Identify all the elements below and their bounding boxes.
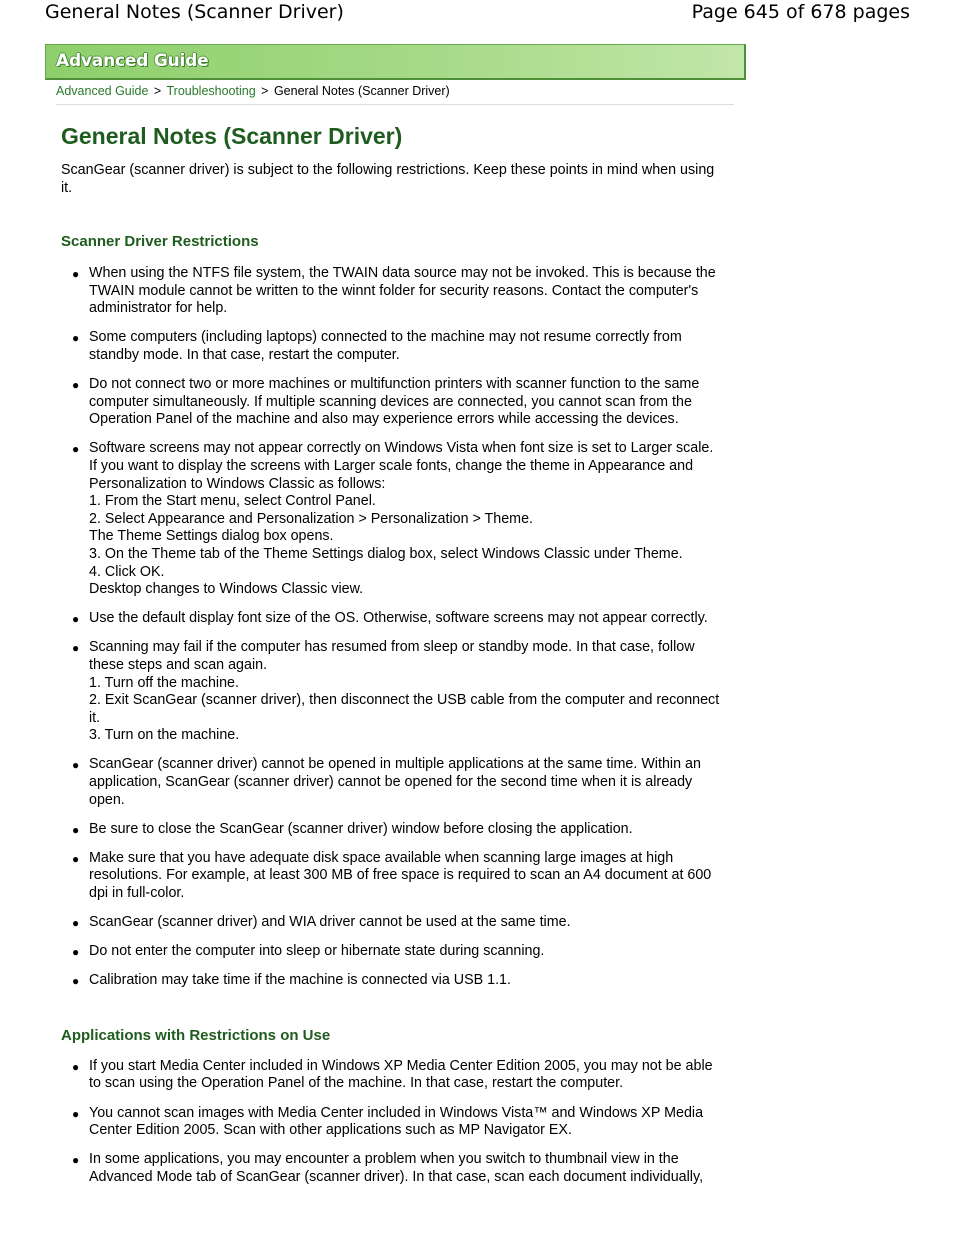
header-page-number: Page 645 of 678 pages bbox=[691, 1, 910, 23]
list-item-text: 1. From the Start menu, select Control Panel. bbox=[89, 493, 376, 510]
list-item bbox=[61, 610, 725, 628]
bullet-icon: ● bbox=[72, 267, 80, 282]
list-item-text: Do not enter the computer into sleep or hibernate state during scanning. bbox=[89, 943, 545, 960]
bullet-icon: ● bbox=[72, 916, 80, 931]
breadcrumb-current: General Notes (Scanner Driver) bbox=[273, 84, 450, 98]
breadcrumb-separator: > bbox=[153, 84, 162, 98]
list-item-text: Some computers (including laptops) connected to the machine may not resume correctly from standby mode. In that case, restart the computer. bbox=[89, 329, 682, 364]
list-item-text: 2. Exit ScanGear (scanner driver), then disconnect the USB cable from the computer and reconnect it. bbox=[89, 692, 720, 726]
applications-restrictions-list bbox=[61, 1058, 725, 1187]
list-item-text: In some applications, you may encounter a problem when you switch to thumbnail view in the Advanced Mode tab of ScanGear (scanner driver). In that case, scan each document individually, bbox=[89, 1151, 704, 1185]
list-item-text: Desktop changes to Windows Classic view. bbox=[89, 581, 364, 598]
section-heading-scanner-driver-restrictions: Scanner Driver Restrictions bbox=[61, 233, 259, 251]
list-item bbox=[61, 639, 725, 745]
bullet-icon: ● bbox=[72, 641, 80, 656]
list-item-text: ScanGear (scanner driver) and WIA driver cannot be used at the same time. bbox=[89, 914, 571, 931]
breadcrumb-link-advanced-guide[interactable]: Advanced Guide bbox=[56, 84, 149, 98]
bullet-icon: ● bbox=[72, 1059, 80, 1074]
advanced-guide-banner bbox=[45, 44, 746, 80]
list-item-text: Scanning may fail if the computer has resumed from sleep or standby mode. In that case, follow these steps and scan again. bbox=[89, 639, 695, 673]
list-item bbox=[61, 821, 725, 839]
list-item bbox=[61, 1105, 725, 1140]
breadcrumb bbox=[56, 83, 734, 105]
list-item-text: The Theme Settings dialog box opens. bbox=[89, 528, 334, 545]
page-header bbox=[45, 0, 910, 26]
bullet-icon: ● bbox=[72, 331, 80, 346]
bullet-icon: ● bbox=[72, 442, 80, 457]
list-item-text: 3. On the Theme tab of the Theme Settings dialog box, select Windows Classic under Theme. bbox=[89, 546, 683, 562]
list-item bbox=[61, 972, 725, 990]
bullet-icon: ● bbox=[72, 851, 80, 866]
list-item-text: 3. Turn on the machine. bbox=[89, 727, 240, 744]
bullet-icon: ● bbox=[72, 378, 80, 393]
page-title: General Notes (Scanner Driver) bbox=[61, 123, 403, 149]
list-item-text: Do not connect two or more machines or multifunction printers with scanner function to the same computer simultaneously. If multiple scanning devices are connected, you cannot scan from the Operation Panel of the machine and also may experience errors while accessing the devices. bbox=[89, 376, 700, 428]
intro-paragraph: ScanGear (scanner driver) is subject to the following restrictions. Keep these points in mind when using it. bbox=[61, 162, 715, 196]
list-item bbox=[61, 265, 725, 318]
list-item bbox=[61, 850, 725, 903]
list-item-text: 2. Select Appearance and Personalization > Personalization > Theme. bbox=[89, 510, 534, 527]
main-content bbox=[61, 118, 725, 1198]
list-item bbox=[61, 1058, 725, 1093]
list-item-text: Calibration may take time if the machine is connected via USB 1.1. bbox=[89, 972, 511, 989]
bullet-icon: ● bbox=[72, 945, 80, 960]
list-item-text: Be sure to close the ScanGear (scanner driver) window before closing the application. bbox=[89, 820, 633, 837]
list-item bbox=[61, 943, 725, 961]
list-item bbox=[61, 1151, 725, 1186]
header-document-title: General Notes (Scanner Driver) bbox=[45, 1, 344, 23]
list-item bbox=[61, 329, 725, 364]
banner-title: Advanced Guide bbox=[56, 51, 209, 71]
list-item-text: You cannot scan images with Media Center included in Windows Vista™ and Windows XP Media Center Edition 2005. Scan with other applications such as MP Navigator EX. bbox=[89, 1104, 704, 1139]
list-item bbox=[61, 914, 725, 932]
bullet-icon: ● bbox=[72, 1106, 80, 1121]
list-item-text: 1. Turn off the machine. bbox=[89, 674, 239, 691]
bullet-icon: ● bbox=[72, 1153, 80, 1168]
list-item-text: If you start Media Center included in Windows XP Media Center Edition 2005, you may not be able to scan using the Operation Panel of the machine. In that case, restart the computer. bbox=[89, 1057, 713, 1092]
breadcrumb-link-troubleshooting[interactable]: Troubleshooting bbox=[166, 84, 256, 98]
list-item bbox=[61, 440, 725, 598]
bullet-icon: ● bbox=[72, 974, 80, 989]
scanner-driver-restrictions-list bbox=[61, 265, 725, 990]
list-item-text: Use the default display font size of the OS. Otherwise, software screens may not appear correctly. bbox=[89, 610, 708, 627]
list-item-text: 4. Click OK. bbox=[89, 563, 165, 580]
breadcrumb-separator: > bbox=[261, 84, 269, 98]
bullet-icon: ● bbox=[72, 758, 80, 773]
bullet-icon: ● bbox=[72, 612, 80, 627]
bullet-icon: ● bbox=[72, 822, 80, 837]
list-item bbox=[61, 756, 725, 809]
section-heading-applications-with-restrictions: Applications with Restrictions on Use bbox=[61, 1026, 331, 1044]
list-item-text: ScanGear (scanner driver) cannot be opened in multiple applications at the same time. Within an application, ScanGear (scanner driver) cannot be opened for the second time when it is already open. bbox=[89, 756, 701, 808]
list-item bbox=[61, 376, 725, 429]
list-item-text: Make sure that you have adequate disk space available when scanning large images at high resolutions. For example, at least 300 MB of free space is required to scan an A4 document at 600 dpi in full-color. bbox=[89, 849, 712, 901]
list-item-text: Software screens may not appear correctly on Windows Vista when font size is set to Larger scale. If you want to display the screens with Larger scale fonts, change the theme in Appearance and Personalization to Windows Classic as follows: bbox=[89, 440, 714, 492]
list-item-text: When using the NTFS file system, the TWAIN data source may not be invoked. This is because the TWAIN module cannot be written to the winnt folder for security reasons. Contact the computer's administrator for help. bbox=[89, 265, 716, 317]
